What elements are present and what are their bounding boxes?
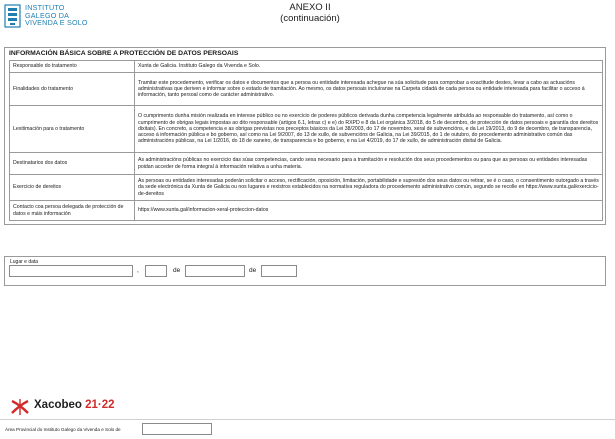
xacobeo-wordmark (34, 399, 115, 411)
row-label: Responsable do tratamento (10, 61, 135, 73)
table-row (10, 175, 603, 201)
row-text: Tramitar este procedemento, verificar os datos e documentos que a persoa ou entidade interesada achegue na súa solicitude para comprobar a exactitude destes, levar a cabo as actuacións administrativas que deriven e informar sobre o estado de tramitación. Ao mesmo, os datos persoais incluíranse na Carpeta cidadá de cada persoa ou entidade interesada para facilitar o acceso á información, tanto persoal como de carácter administrativo. (135, 73, 603, 106)
area-provincial-label: Área Provincial do Instituto Galego da Vivenda e Solo de (5, 427, 121, 432)
logo-line-3: VIVENDA E SOLO (25, 18, 88, 28)
month-input[interactable] (185, 265, 245, 277)
logo-text (25, 4, 88, 27)
xacobeo-logo (10, 398, 130, 416)
logo-line-1: INSTITUTO (25, 3, 65, 12)
annex-heading (250, 3, 370, 24)
comma-separator: , (137, 267, 139, 274)
xacobeo-brand: Xacobeo (34, 399, 82, 411)
galicia-emblem-icon (4, 4, 22, 30)
table-row (10, 106, 603, 153)
annex-title: ANEXO II (289, 2, 331, 13)
data-protection-section (4, 47, 606, 225)
row-text: Xunta de Galicia. Instituto Galego da Vivenda e Solo. (135, 61, 603, 73)
igvs-logo (4, 4, 104, 36)
footer-divider (0, 419, 615, 420)
year-input[interactable] (261, 265, 297, 277)
row-text: As persoas ou entidades interesadas poderán solicitar o acceso, rectificación, oposición, limitación, portabilidade e supresión dos seus datos ou retirar, se é o caso, o consentimento outorgado a través da sede electrónica da Xunta de Galicia ou nos lugares e rexistros establecidos na normativa reguladora do procedemento administrativo común, segundo se recolle en https://www.xunta.gal/exercicio-de-dereitos (135, 175, 603, 201)
row-label: Exercicio de dereitos (10, 175, 135, 201)
table-row (10, 73, 603, 106)
annex-subtitle: (continuación) (280, 12, 340, 24)
row-label: Contacto coa persoa delegada de protección de datos e máis información (10, 201, 135, 221)
xacobeo-star-icon (10, 398, 30, 416)
day-input[interactable] (145, 265, 167, 277)
row-label: Finalidades do tratamento (10, 73, 135, 106)
xacobeo-year: 21·22 (85, 399, 115, 411)
section-title: INFORMACIÓN BÁSICA SOBRE A PROTECCIÓN DE DATOS PERSOAIS (9, 50, 239, 57)
table-row (10, 201, 603, 221)
place-date-label: Lugar e data (10, 259, 39, 265)
area-provincial-input[interactable] (142, 423, 212, 435)
place-input[interactable] (9, 265, 133, 277)
row-text: https://www.xunta.gal/informacion-xeral-proteccion-datos (135, 201, 603, 221)
place-date-section (4, 256, 606, 286)
table-row (10, 153, 603, 175)
data-protection-table (9, 60, 603, 221)
row-text: As administracións públicas no exercicio das súas competencias, cando sexa necesario para a tramitación e resolución dos seus procedementos ou para que as persoas ou entidades interesadas poidan acceder de forma integral á información relativa a unha materia. (135, 153, 603, 175)
table-row (10, 61, 603, 73)
row-label: Lexitimación para o tratamento (10, 106, 135, 153)
de-separator-1: de (173, 267, 181, 274)
row-label: Destinatarios dos datos (10, 153, 135, 175)
row-text: O cumprimento dunha misión realizada en interese público ou no exercicio de poderes públicos derivada dunha competencia legalmente atribuída ao responsable do tratamento, así como o cumprimento de obrigas legais impostas ao dito responsable (artigos 6.1, letras c) e e) do RXPD e 8 da Lei orgánica 3/2018, do 5 de decembro, de protección de datos persoais e garantía dos dereitos dixitais). En concreto, a competencia e as obrigas previstas nos preceptos básicos da Lei 38/2003, do 17 de novembro, xeral de subvencións, e da Lei 19/2013, do 9 de decembro, de transparencia, acceso á información pública e bo goberno, así como na Lei 9/2007, do 13 de xullo, de subvencións de Galicia, na Lei 39/2015, do 1 de outubro, do procedemento administrativo común das administracións públicas, na Lei 1/2016, do 18 de xaneiro, de transparencia e bo goberno, e na Lei 4/2019, do 17 de xullo, de administración dixital de Galicia. (135, 106, 603, 153)
logo-line-2: GALEGO DA (25, 10, 70, 20)
de-separator-2: de (249, 267, 257, 274)
